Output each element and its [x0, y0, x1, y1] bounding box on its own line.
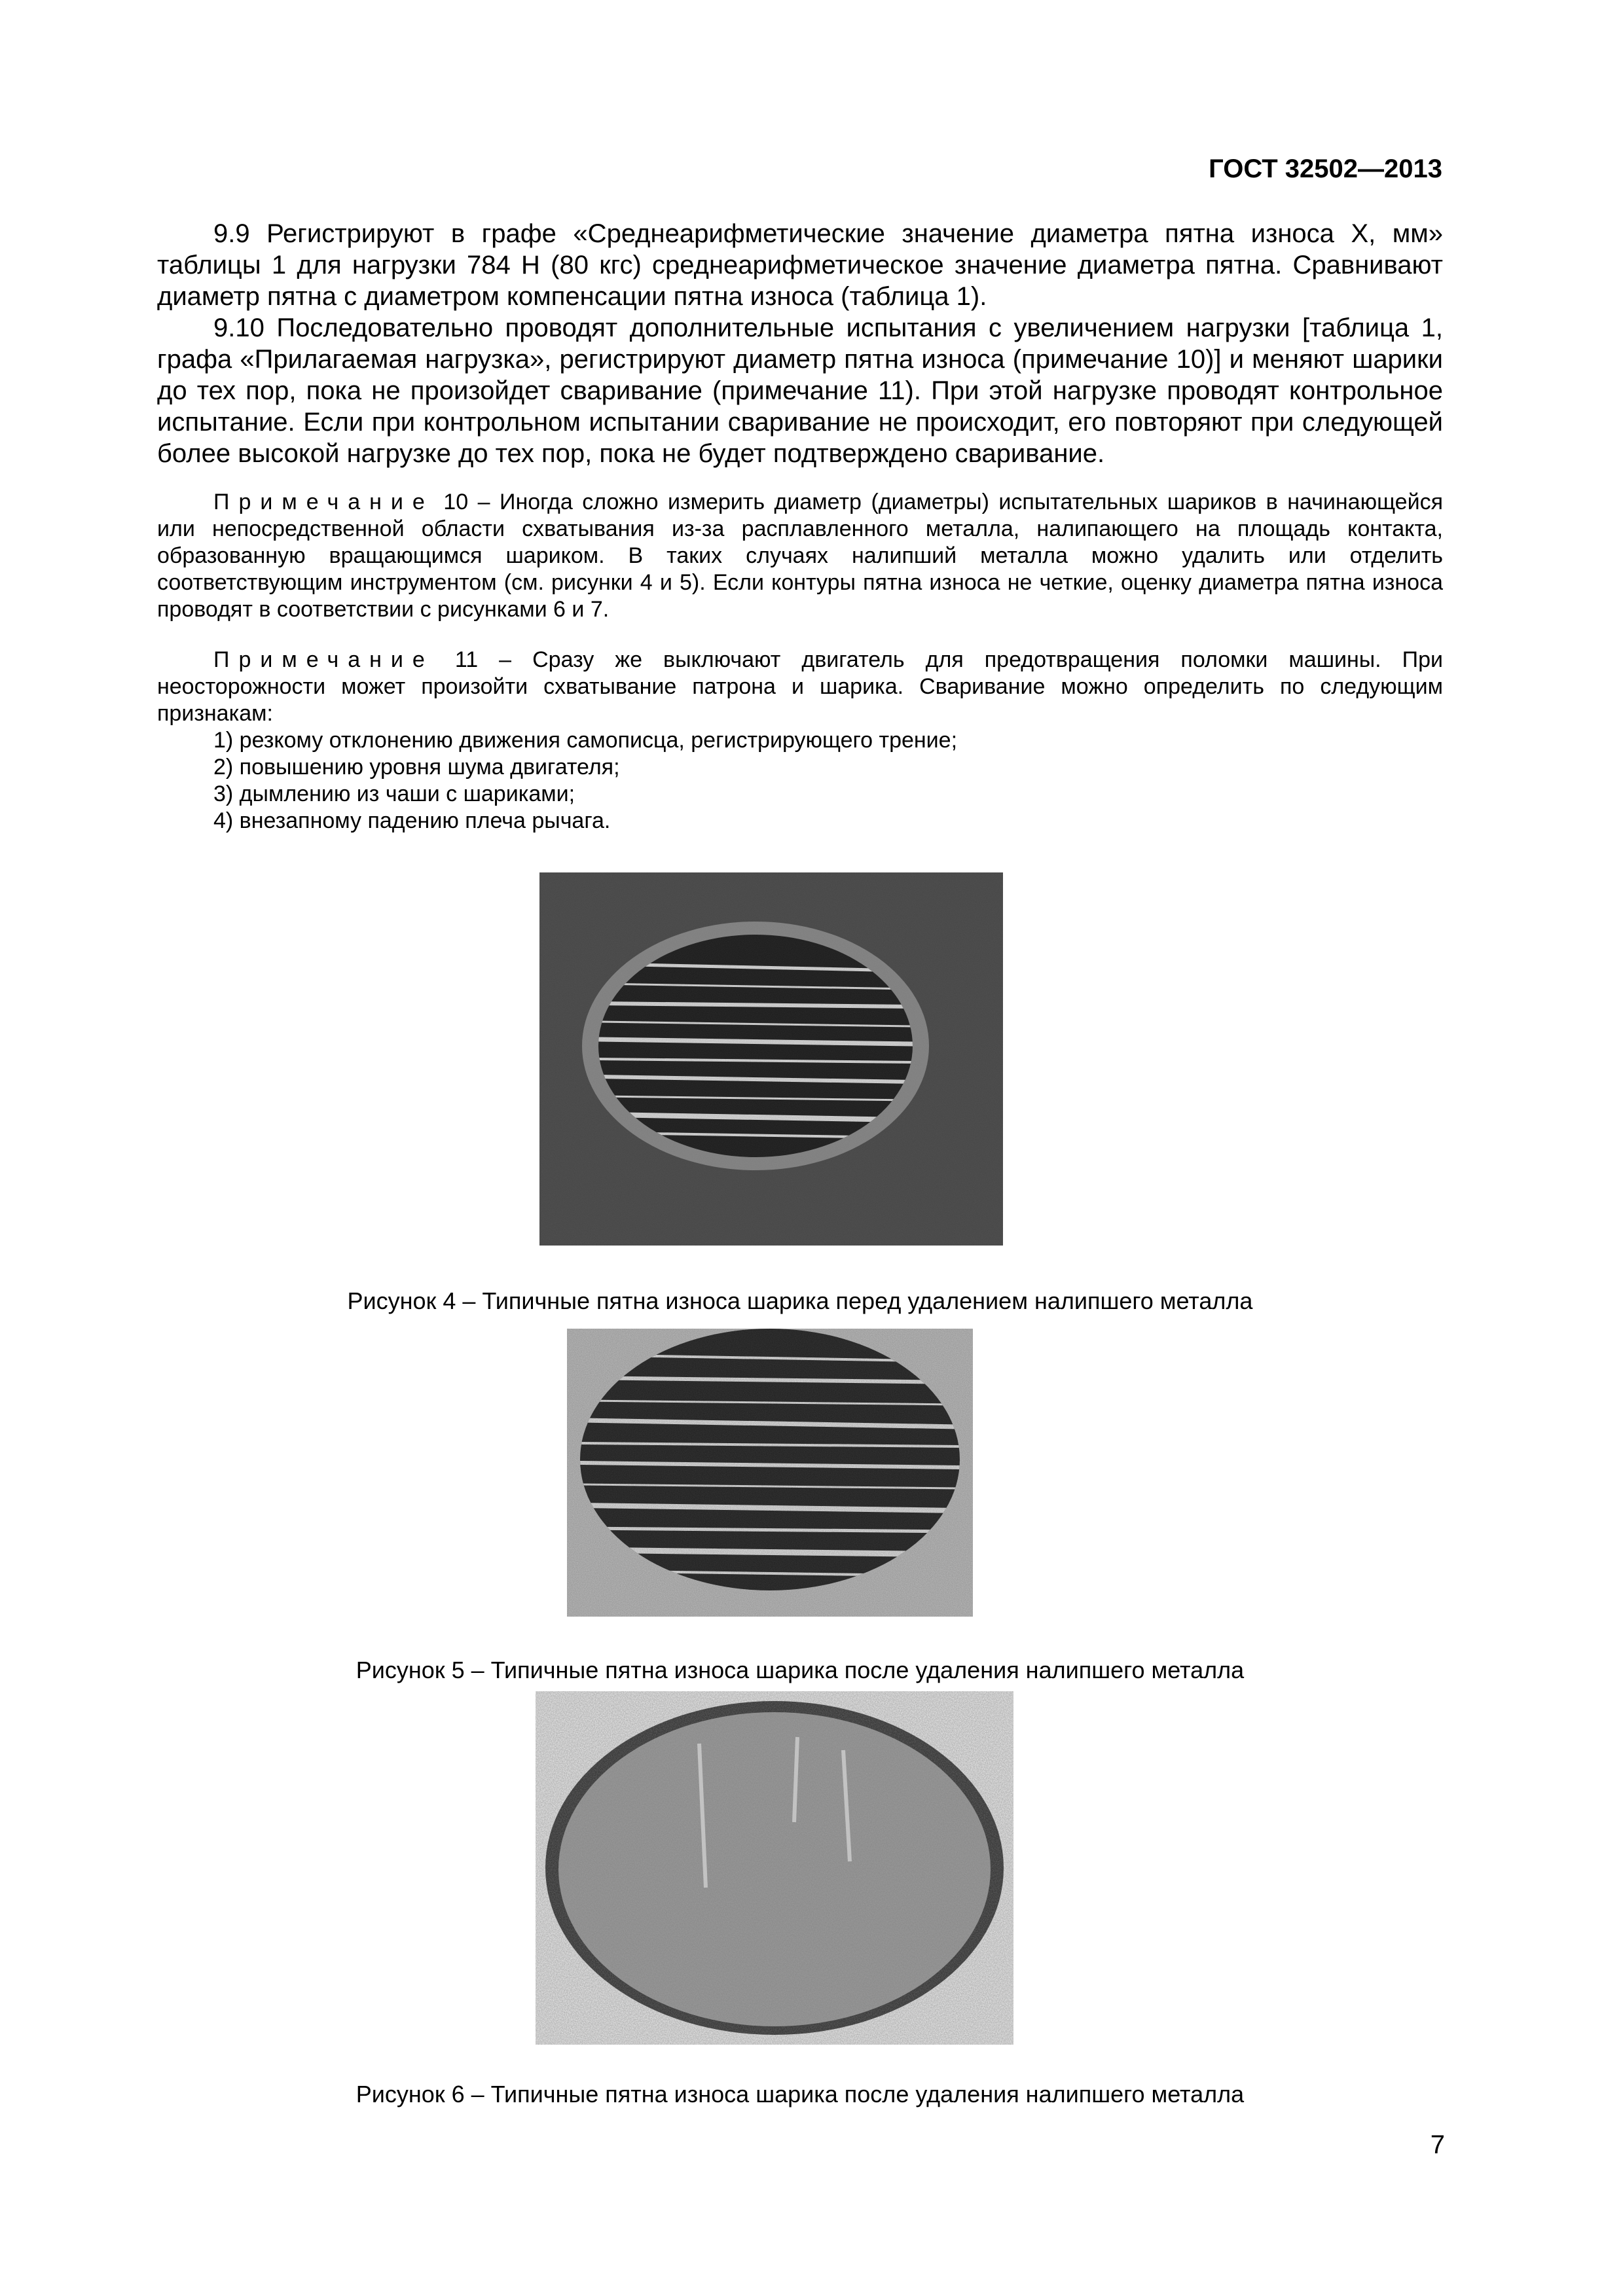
main-text [157, 218, 1443, 469]
page-number: 7 [1430, 2130, 1445, 2159]
figure-5-caption: Рисунок 5 – Типичные пятна износа шарика после удаления налипшего металла [356, 1657, 1245, 1683]
list-item: 3) дымлению из чаши с шариками; [213, 781, 575, 806]
list-item: 2) повышению уровня шума двигателя; [213, 755, 620, 780]
list-item: 4) внезапному падению плеча рычага. [213, 808, 611, 833]
paragraph-9-10: 9.10 Последовательно проводят дополнительные испытания с увеличением нагрузки [таблица 1, графа «Прилагаемая нагрузка», регистрируют диаметр пятна износа (примечание 10)] и меняют шарики до тех пор, пока не произойдет сваривание (примечание 11). При этой нагрузке проводят контрольное испытание. Если при контрольном испытании сваривание не происходит, его повторяют при следующей более высокой нагрузке до тех пор, пока не будет подтверждено сваривание. [157, 314, 1443, 468]
note-10 [157, 489, 1443, 623]
figure-6-caption: Рисунок 6 – Типичные пятна износа шарика после удаления налипшего металла [356, 2081, 1245, 2108]
list-item: 1) резкому отклонению движения самописца, регистрирующего трение; [213, 728, 958, 753]
figure-4-caption: Рисунок 4 – Типичные пятна износа шарика перед удалением налипшего металла [347, 1287, 1253, 1314]
document-number: ГОСТ 32502—2013 [1209, 154, 1442, 183]
paragraph-9-9: 9.9 Регистрируют в графе «Среднеарифметические значение диаметра пятна износа X, мм» таблицы 1 для нагрузки 784 Н (80 кгс) среднеарифметическое значение диаметра пятна. Сравнивают диаметр пятна с диаметром компенсации пятна износа (таблица 1). [157, 219, 1443, 311]
note-11 [157, 647, 1443, 727]
note-11-text: 11 – Сразу же выключают двигатель для предотвращения поломки машины. При неосторожности может произойти схватывание патрона и шарика. Сваривание можно определить по следующим признакам: [157, 647, 1443, 726]
note-10-text: 10 – Иногда сложно измерить диаметр (диаметры) испытательных шариков в начинающейся или непосредственной области схватывания из-за расплавленного металла, налипающего на площадь контакта, образованную вращающимся шариком. В таких случаях налипший металла можно удалить или отделить соответствующим инструментом (см. рисунки 4 и 5). Если контуры пятна износа не четкие, оценку диаметра пятна износа проводят в соответствии с рисунками 6 и 7. [157, 490, 1443, 622]
signs-list [213, 727, 957, 834]
figure-6-photo [536, 1691, 1013, 2045]
note-10-label: Примечание [213, 490, 434, 514]
figure-5-photo [567, 1329, 973, 1617]
note-11-label: Примечание [213, 647, 434, 672]
figure-4-photo [539, 872, 1003, 1246]
